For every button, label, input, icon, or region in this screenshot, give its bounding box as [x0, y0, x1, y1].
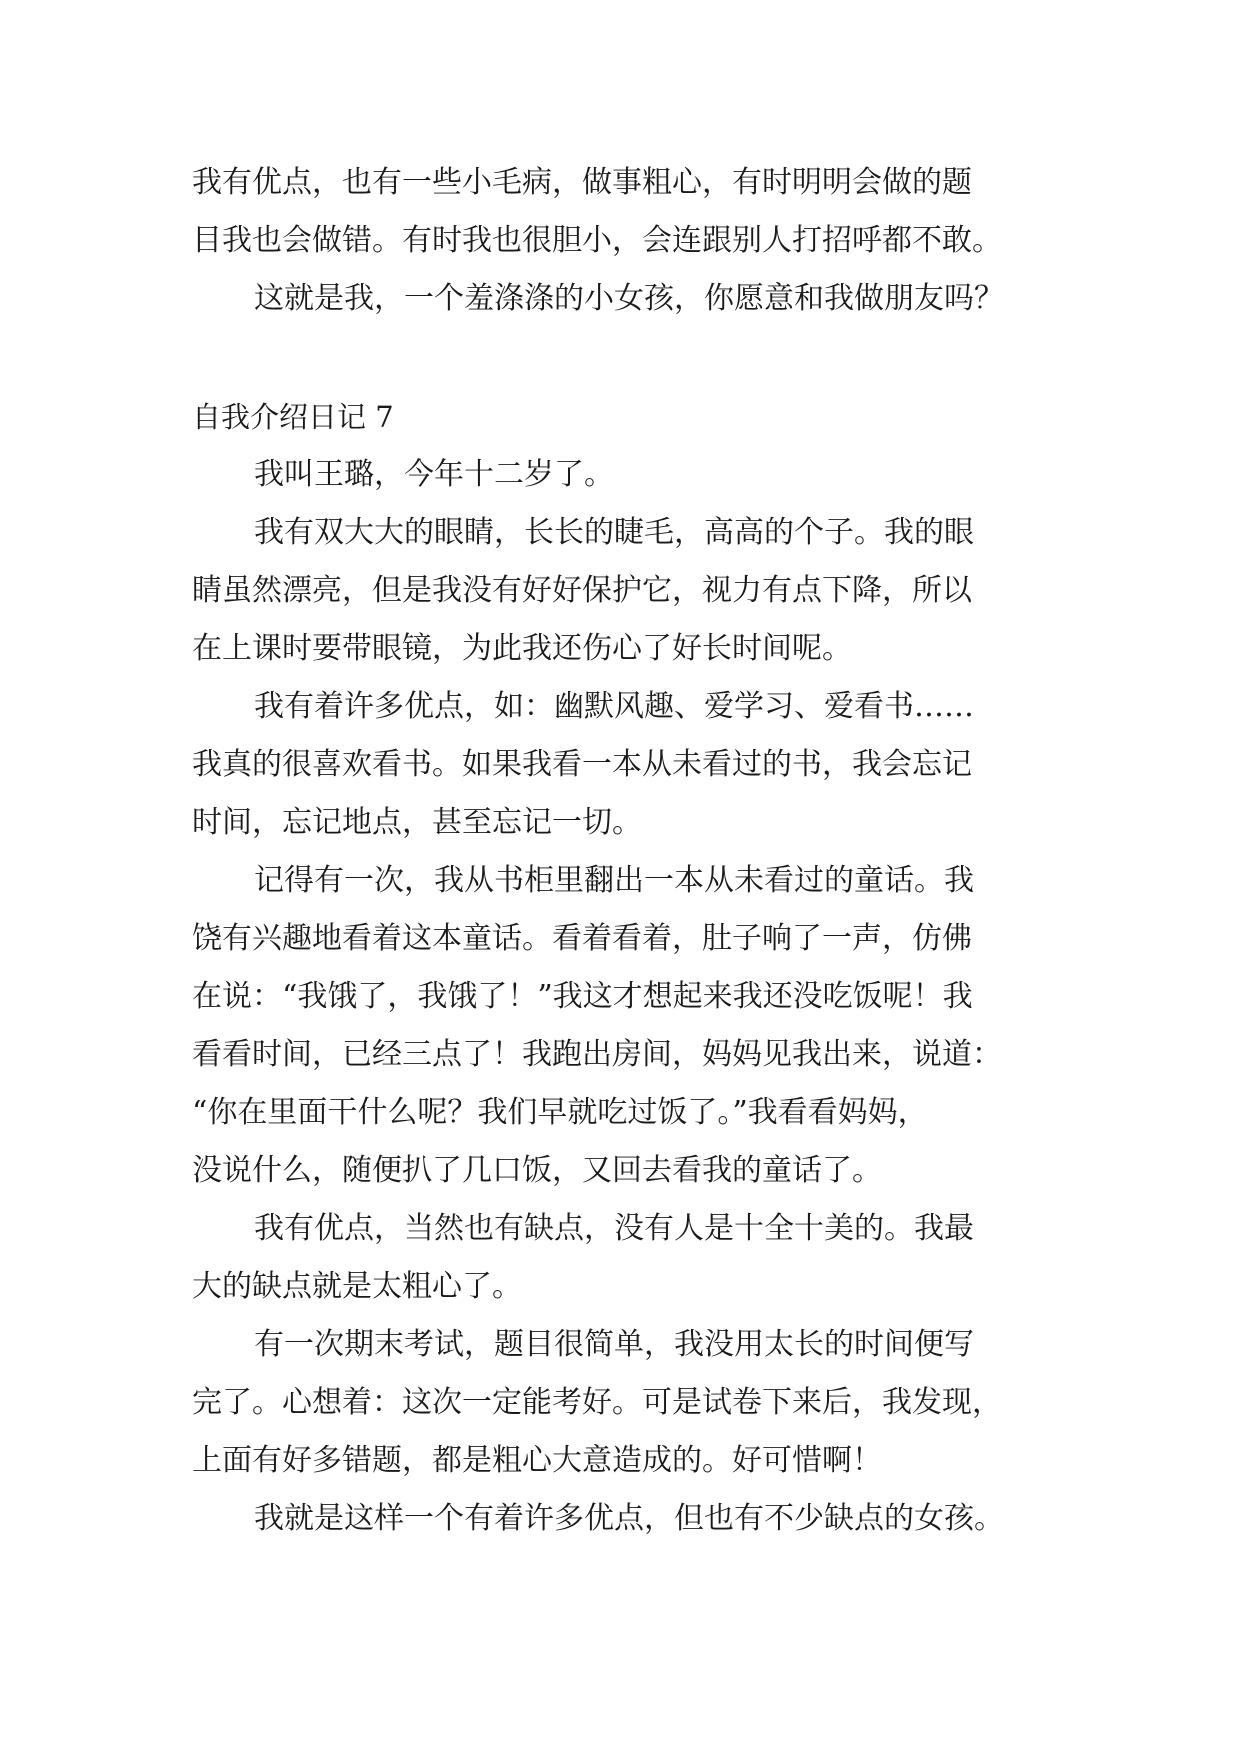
paragraph-line: “你在里面干什么呢？我们早就吃过饭了。”我看看妈妈，	[192, 1095, 928, 1130]
paragraph-line: 我有着许多优点，如：幽默风趣、爱学习、爱看书……	[254, 689, 974, 724]
paragraph-line: 时间，忘记地点，甚至忘记一切。	[192, 805, 642, 840]
paragraph-line: 饶有兴趣地看着这本童话。看着看着，肚子响了一声，仿佛	[192, 921, 972, 956]
paragraph-line: 这就是我，一个羞涤涤的小女孩，你愿意和我做朋友吗？	[254, 281, 1004, 316]
paragraph-line: 目我也会做错。有时我也很胆小，会连跟别人打招呼都不敢。	[192, 223, 1002, 258]
paragraph-line: 在上课时要带眼镜，为此我还伤心了好长时间呢。	[192, 631, 852, 666]
paragraph-line: 我有双大大的眼睛，长长的睫毛，高高的个子。我的眼	[254, 515, 974, 550]
paragraph-line: 我真的很喜欢看书。如果我看一本从未看过的书，我会忘记	[192, 747, 972, 782]
paragraph-line: 没说什么，随便扒了几口饭，又回去看我的童话了。	[192, 1153, 882, 1188]
paragraph-line: 在说：“我饿了，我饿了！”我这才想起来我还没吃饭呢！我	[192, 979, 973, 1014]
paragraph-line: 睛虽然漂亮，但是我没有好好保护它，视力有点下降，所以	[192, 573, 972, 608]
paragraph-line: 我就是这样一个有着许多优点，但也有不少缺点的女孩。	[254, 1501, 1004, 1536]
paragraph-line: 我有优点，也有一些小毛病，做事粗心，有时明明会做的题	[192, 165, 972, 200]
paragraph-line: 完了。心想着：这次一定能考好。可是试卷下来后，我发现，	[192, 1385, 1002, 1420]
section-title: 自我介绍日记 7	[192, 400, 394, 434]
paragraph-line: 我叫王璐，今年十二岁了。	[254, 457, 614, 492]
paragraph-line: 看看时间，已经三点了！我跑出房间，妈妈见我出来，说道：	[192, 1037, 1002, 1072]
paragraph-line: 大的缺点就是太粗心了。	[192, 1269, 522, 1304]
paragraph-line: 有一次期末考试，题目很简单，我没用太长的时间便写	[254, 1327, 974, 1362]
paragraph-line: 我有优点，当然也有缺点，没有人是十全十美的。我最	[254, 1211, 974, 1246]
paragraph-line: 记得有一次，我从书柜里翻出一本从未看过的童话。我	[254, 863, 974, 898]
paragraph-line: 上面有好多错题，都是粗心大意造成的。好可惜啊！	[192, 1443, 882, 1478]
